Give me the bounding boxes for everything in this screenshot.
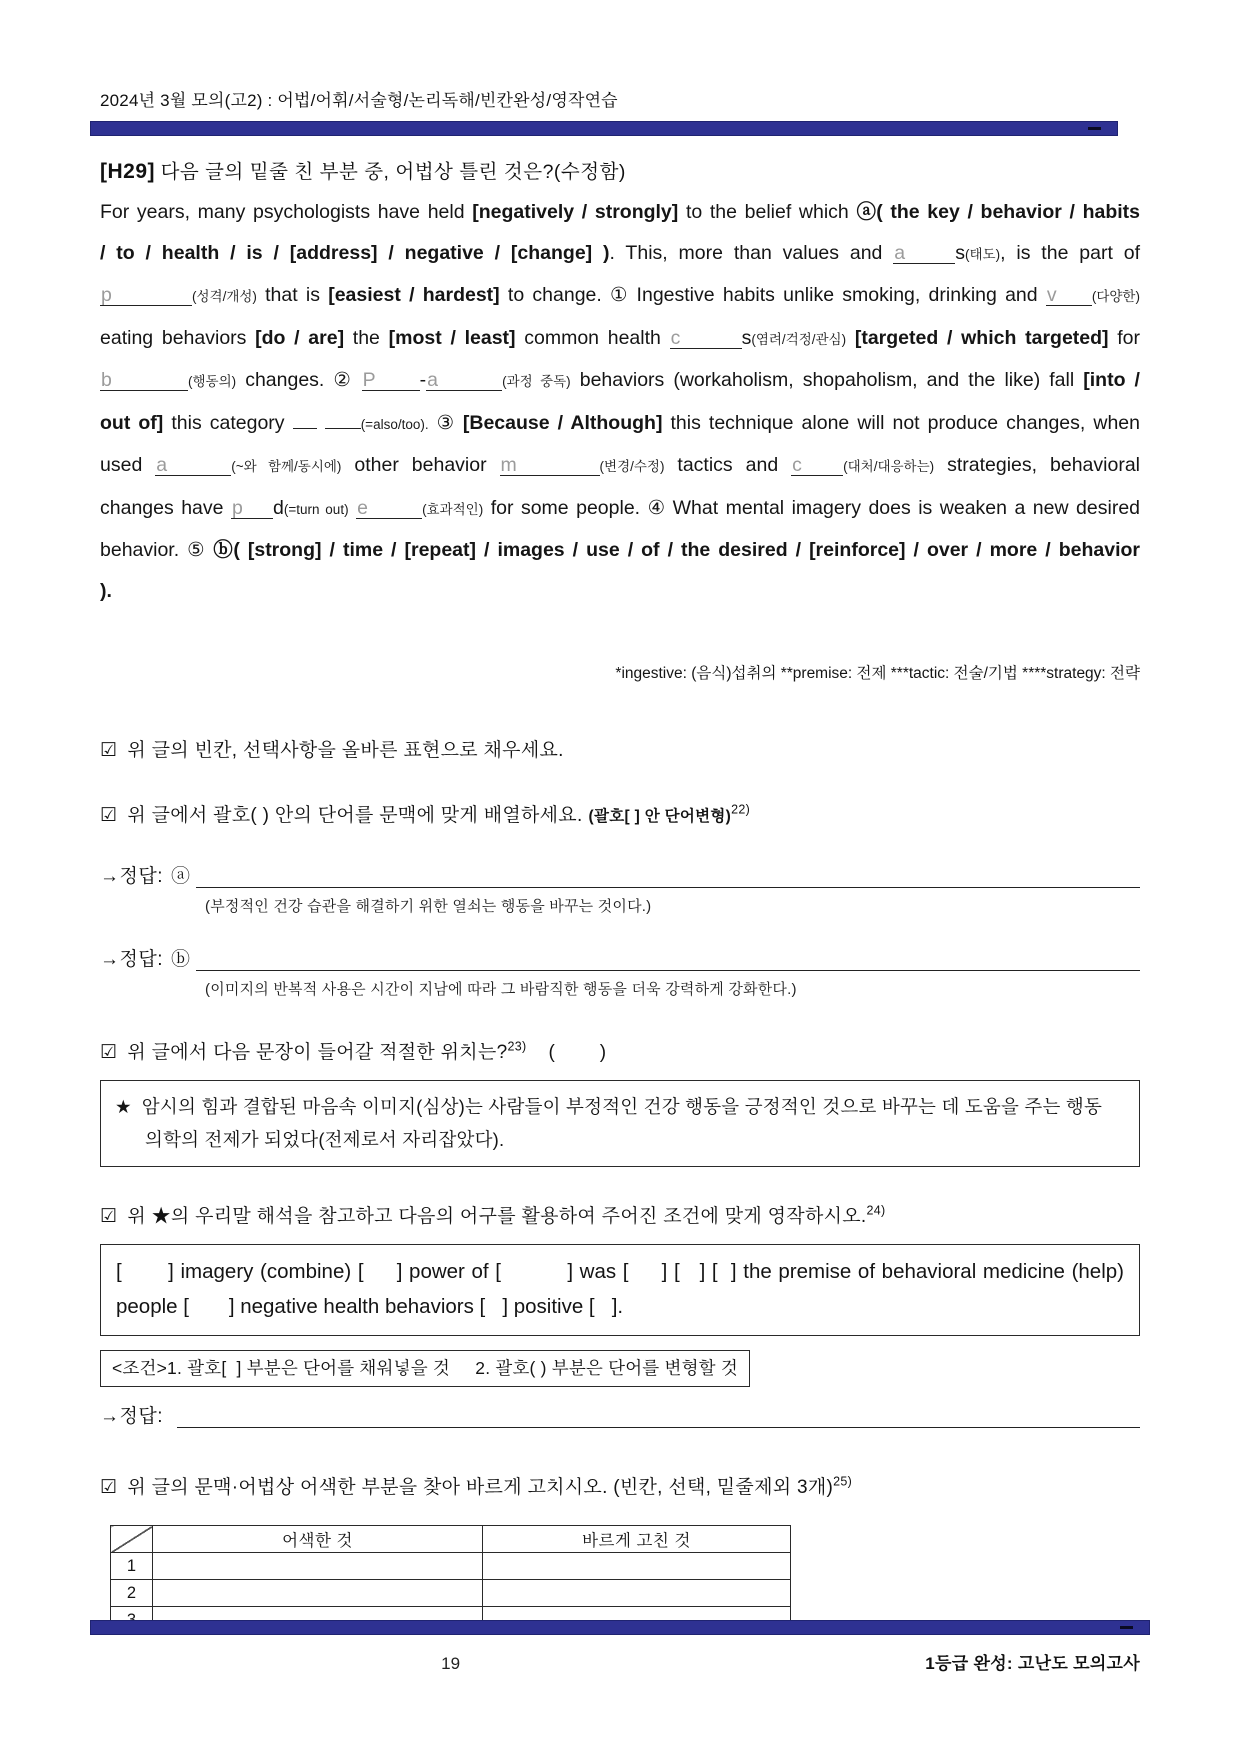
passage-choice: [into / out of]	[100, 369, 1140, 434]
passage-hint: (성격/개성)	[192, 289, 257, 304]
table-cell-empty	[153, 1553, 483, 1580]
column-header-corrected: 바르게 고친 것	[483, 1526, 791, 1553]
passage-text	[317, 412, 325, 434]
checkbox-icon: ☑	[100, 1477, 118, 1498]
table-row	[111, 1553, 791, 1580]
answer-b-korean-hint: (이미지의 반복적 사용은 시간이 지남에 따라 그 바람직한 행동을 더욱 강력하게 강화한다.)	[205, 981, 797, 998]
passage-text: s	[955, 241, 966, 264]
task-arrange-words	[100, 800, 1140, 827]
task-label: 위 글에서 괄호( ) 안의 단어를 문맥에 맞게 배열하세요.	[127, 805, 583, 826]
footnote-ref: 23)	[507, 1039, 527, 1054]
answer-line-b	[100, 944, 1140, 971]
footer-brand-text: 1등급 완성: 고난도 모의고사	[925, 1654, 1140, 1673]
checkbox-icon: ☑	[100, 805, 118, 826]
passage-text: . This, more than values and	[609, 241, 894, 264]
page-number: 19	[441, 1654, 461, 1673]
passage-text: strategies, behavioral changes have	[100, 454, 1140, 519]
condition-box: <조건>1. 괄호[ ] 부분은 단어를 채워넣을 것 2. 괄호( ) 부분은 단어를 변형할 것	[100, 1350, 750, 1387]
footer-row	[100, 1649, 1140, 1674]
checkbox-icon: ☑	[100, 1206, 118, 1227]
passage-blank: m	[500, 455, 600, 476]
question-prompt: 다음 글의 밑줄 친 부분 중, 어법상 틀린 것은?(수정함)	[160, 161, 626, 183]
passage-text: -	[419, 369, 427, 391]
target-sentence-box	[100, 1080, 1140, 1167]
row-number: 1	[111, 1553, 153, 1580]
passage-blank: b	[100, 370, 188, 391]
passage-blank: c	[670, 328, 742, 349]
passage-hint: (변경/수정)	[599, 459, 665, 474]
passage-blank: e	[356, 498, 422, 519]
task-composition	[100, 1201, 1140, 1228]
task-label: 위 글에서 다음 문장이 들어갈 적절한 위치는?	[127, 1042, 508, 1063]
passage-blank-line	[293, 409, 317, 429]
footnote-ref: 25)	[833, 1474, 853, 1489]
task-note: (괄호[ ] 안 단어변형)	[588, 808, 732, 825]
passage-text: tactics and	[664, 454, 792, 476]
target-sentence	[115, 1090, 1125, 1156]
passage-hint: (~와 함께/동시에)	[231, 459, 342, 474]
passage-blank: P	[362, 370, 420, 391]
passage-text: for some people. ④ What mental imagery does is weaken a new desired behavior. ⑤	[100, 496, 1141, 561]
question-title	[100, 156, 1140, 184]
answer-label: →정답:	[100, 866, 163, 887]
passage-blank-line	[325, 409, 361, 429]
row-number: 2	[111, 1580, 153, 1607]
circled-b-marker: ⓑ	[171, 949, 191, 970]
passage-blank: a	[155, 455, 231, 476]
page-header: 2024년 3월 모의(고2) : 어법/어휘/서술형/논리독해/빈칸완성/영작연습	[100, 91, 618, 110]
passage-text: this category	[163, 411, 293, 434]
passage-text: other behavior	[341, 454, 500, 476]
passage-text: , is the part of	[1000, 241, 1140, 264]
task-sentence-position	[100, 1037, 1140, 1064]
passage-text: For years, many psychologists have held	[100, 201, 473, 223]
footnote-ref: 24)	[866, 1203, 886, 1218]
table-cell-empty	[483, 1580, 791, 1607]
task-label: 위 글의 문맥·어법상 어색한 부분을 찾아 바르게 고치시오. (빈칸, 선택, 밑줄제외 3개)	[127, 1477, 834, 1498]
header-divider-bar	[90, 121, 1118, 136]
correction-table	[110, 1525, 791, 1634]
passage-blank: v	[1046, 285, 1092, 306]
footer-divider-bar	[90, 1620, 1150, 1635]
passage-text	[349, 497, 356, 519]
passage-text: the	[344, 326, 389, 349]
answer-blank-line	[177, 1404, 1140, 1428]
passage-hint: (=turn out)	[283, 501, 349, 517]
table-corner-diagonal	[111, 1526, 153, 1553]
passage-hint: (다양한)	[1091, 289, 1140, 304]
passage	[100, 192, 1140, 611]
circled-a-marker: ⓐ	[171, 866, 191, 887]
table-header-row	[111, 1526, 791, 1553]
checkbox-icon: ☑	[100, 1042, 118, 1063]
answer-label: →정답:	[100, 1406, 163, 1427]
passage-hint: (염려/걱정/관심)	[751, 331, 847, 347]
passage-hint: (행동의)	[188, 374, 237, 389]
passage-choice: [easiest / hardest]	[328, 284, 500, 306]
passage-choice: ⓐ( the key / behavior / habits / to / health / is / [address] / negative / [change] )	[100, 201, 1140, 264]
column-header-awkward: 어색한 것	[153, 1526, 483, 1553]
task-label: 위 ★의 우리말 해석을 참고하고 다음의 어구를 활용하여 주어진 조건에 맞게 영작하시오.	[127, 1206, 867, 1227]
passage-text: this technique alone will not produce changes, when used	[100, 411, 1140, 476]
position-answer-slot: ( )	[548, 1042, 608, 1063]
passage-text: to the belief which	[678, 201, 857, 223]
passage-choice: [Because / Although]	[462, 411, 663, 434]
answer-label: →정답:	[100, 949, 163, 970]
table-cell-empty	[483, 1553, 791, 1580]
table-row	[111, 1580, 791, 1607]
passage-text: eating behaviors	[100, 326, 256, 349]
passage-text: behaviors (workaholism, shopaholism, and the like) fall	[570, 369, 1084, 391]
passage-text: common health	[515, 326, 670, 349]
answer-blank-line	[196, 864, 1140, 888]
passage-text: s	[741, 326, 752, 349]
passage-choice: [targeted / which targeted]	[854, 326, 1109, 349]
task-label: 위 글의 빈칸, 선택사항을 올바른 표현으로 채우세요.	[127, 740, 564, 761]
passage-blank: p	[100, 285, 192, 306]
passage-hint: (대처/대응하는)	[843, 459, 935, 474]
passage-text: for	[1108, 326, 1141, 349]
passage-hint: (과정 중독)	[502, 374, 571, 389]
passage-hint: (효과적인)	[422, 501, 484, 517]
composition-word-bank-box: [ ] imagery (combine) [ ] power of [ ] was [ ] [ ] [ ] the premise of behavioral medicine (help) people [ ] negative health behaviors [ ] positive [ ].	[100, 1244, 1140, 1336]
passage-hint: (태도)	[965, 246, 1001, 262]
table-cell-empty	[153, 1580, 483, 1607]
passage-text: to change. ① Ingestive habits unlike smoking, drinking and	[499, 284, 1046, 306]
passage-blank: a	[893, 243, 955, 264]
bar-dash-mark	[1120, 1626, 1133, 1629]
task-correction	[100, 1472, 1140, 1499]
passage-choice: ⓑ( [strong] / time / [repeat] / images / use / of / the desired / [reinforce] / over / more / behavior ).	[100, 539, 1140, 602]
checkbox-icon: ☑	[100, 740, 118, 761]
answer-line-composition	[100, 1401, 1140, 1428]
task-fill-blanks	[100, 735, 1140, 762]
passage-text: ③	[428, 411, 463, 434]
page-footer	[100, 1620, 1140, 1674]
star-icon: ★	[115, 1096, 132, 1117]
passage-text: d	[272, 496, 284, 519]
question-id: [H29]	[100, 160, 156, 183]
passage-choice: [negatively / strongly]	[472, 201, 679, 223]
answer-blank-line	[196, 947, 1140, 971]
target-sentence-text: 암시의 힘과 결합된 마음속 이미지(심상)는 사람들이 부정적인 건강 행동을 긍정적인 것으로 바꾸는 데 도움을 주는 행동 의학의 전제가 되었다(전제로서 자리잡았다).	[141, 1096, 1103, 1150]
passage-text	[846, 327, 855, 349]
passage-choice: [most / least]	[388, 326, 516, 349]
passage-blank: c	[791, 455, 843, 476]
passage-text: that is	[256, 284, 329, 306]
answer-a-korean-hint: (부정적인 건강 습관을 해결하기 위한 열쇠는 행동을 바꾸는 것이다.)	[205, 898, 652, 915]
footnote-ref: 22)	[731, 802, 751, 817]
passage-choice: [do / are]	[255, 326, 345, 349]
passage-blank: p	[231, 498, 273, 519]
passage-hint: (=also/too).	[360, 416, 429, 432]
passage-text: changes. ②	[236, 369, 362, 391]
passage-footnote: *ingestive: (음식)섭취의 **premise: 전제 ***tactic: 전술/기법 ****strategy: 전략	[615, 665, 1140, 682]
bar-dash-mark	[1088, 127, 1101, 130]
passage-blank: a	[426, 370, 502, 391]
answer-line-a	[100, 861, 1140, 888]
